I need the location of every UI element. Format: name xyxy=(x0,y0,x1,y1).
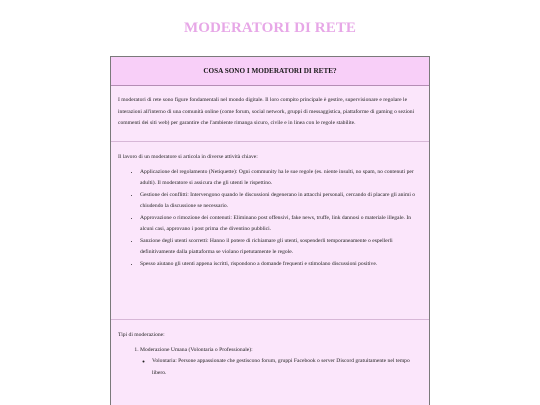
types-list xyxy=(118,345,423,380)
intro-paragraph: I moderatori di rete sono figure fondamentali nel mondo digitale. Il loro compito principale è gestire, supervisionare e regolare le interazioni all'interno di una comunità online (come forum, social network, gruppi di messaggistica, piattaforme di gaming o sezioni commenti dei siti web) per garantire che l'ambiente rimanga sicuro, civile e in linea con le regole stabilite. xyxy=(118,97,415,126)
activity-item: • Approvazione o rimozione dei contenuti: Eliminano post offensivi, fake news, truffe, link dannosi o materiale illegale. In alcuni casi, approvano i post prima che diventino pubblici. xyxy=(140,213,423,236)
intro-section xyxy=(111,86,429,142)
activity-item: • Applicazione del regolamento (Netiquette): Ogni community ha le sue regole (es. niente insulti, no spam, no contenuti per adulti). Il moderatore si assicura che gli utenti le rispettino. xyxy=(140,167,423,190)
activities-intro: Il lavoro di un moderatore si articola in diverse attività chiave: xyxy=(118,154,258,160)
page-title: MODERATORI DI RETE xyxy=(183,20,357,36)
activity-item: • Spesso aiutano gli utenti appena iscritti, rispondono a domande frequenti e stimolano discussioni positive. xyxy=(140,259,423,271)
article-box xyxy=(110,56,430,405)
types-intro: Tipi di moderazione: xyxy=(118,332,165,338)
activities-list xyxy=(118,167,423,271)
type-item xyxy=(140,345,423,380)
article-heading: COSA SONO I MODERATORI DI RETE? xyxy=(111,57,429,86)
types-section xyxy=(111,320,429,385)
activities-section xyxy=(111,142,429,320)
type-subitem: ◦ Volontaria: Persone appassionate che gestiscono forum, gruppi Facebook o server Discord gratuitamente nel tempo libero. xyxy=(152,356,423,379)
type-label: Moderazione Umana (Volontaria o Professionale): xyxy=(140,346,253,353)
activity-item: • Sanzione degli utenti scorretti: Hanno il potere di richiamare gli utenti, sospenderli temporaneamente o espellerli definitivamente dalla piattaforma se violano ripetutamente le regole. xyxy=(140,236,423,259)
activity-item: • Gestione dei conflitti: Intervengono quando le discussioni degenerano in attacchi personali, cercando di placare gli animi o chiudendo la discussione se necessario. xyxy=(140,190,423,213)
type-sublist xyxy=(140,356,423,379)
